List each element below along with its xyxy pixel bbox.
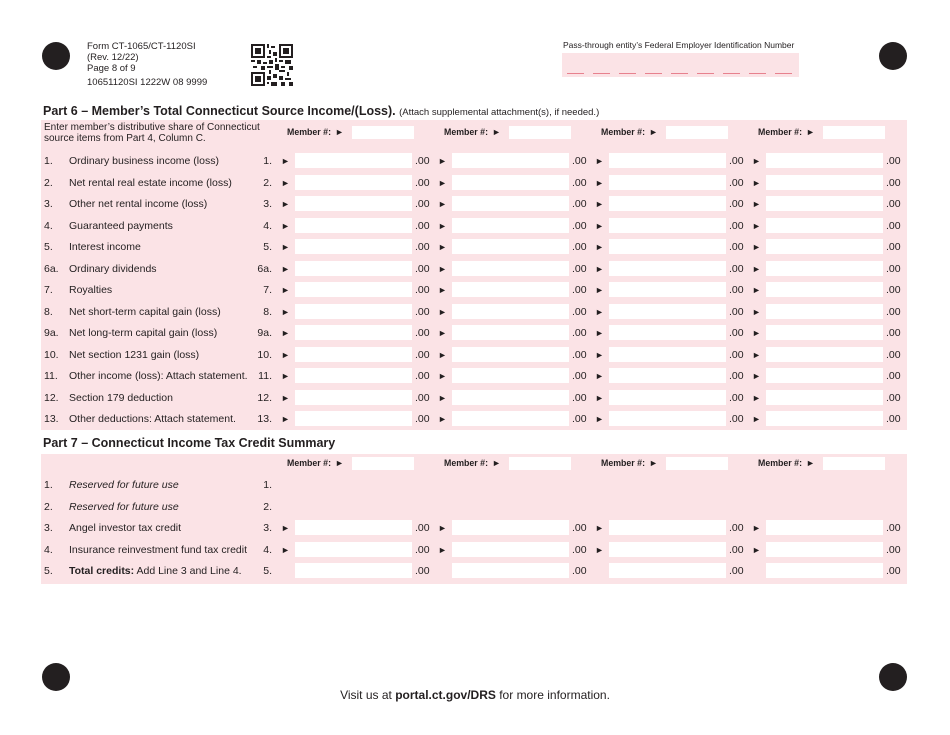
row-line-number: 11. xyxy=(258,370,272,382)
amount-input[interactable] xyxy=(609,325,726,340)
member-number-input[interactable] xyxy=(823,126,885,139)
amount-input[interactable] xyxy=(766,196,883,211)
arrow-icon: ► xyxy=(595,306,604,317)
row-label: Net short-term capital gain (loss) xyxy=(69,305,221,318)
amount-input[interactable] xyxy=(609,347,726,362)
arrow-icon: ► xyxy=(595,156,604,166)
cents-label: .00 xyxy=(729,155,744,167)
amount-input[interactable] xyxy=(452,347,569,362)
arrow-icon: ► xyxy=(438,285,447,295)
cents-label: .00 xyxy=(415,327,430,339)
amount-input[interactable] xyxy=(766,520,883,535)
cents-label: .00 xyxy=(415,284,430,296)
cents-label: .00 xyxy=(729,284,744,296)
amount-input[interactable] xyxy=(452,520,569,535)
arrow-icon: ► xyxy=(281,177,290,188)
arrow-icon: ► xyxy=(281,242,290,252)
row-label xyxy=(69,565,242,577)
amount-input[interactable] xyxy=(766,411,883,426)
amount-input[interactable] xyxy=(766,368,883,383)
cents-label: .00 xyxy=(886,262,901,275)
member-label-text: Member #: xyxy=(601,458,645,468)
amount-input[interactable] xyxy=(766,390,883,405)
footer-link[interactable]: portal.ct.gov/DRS xyxy=(395,688,496,702)
cents-label: .00 xyxy=(886,155,901,167)
arrow-icon: ► xyxy=(595,328,604,338)
amount-input[interactable] xyxy=(766,175,883,190)
part7-title: Part 7 – Connecticut Income Tax Credit Summary xyxy=(43,436,336,450)
cents-label: .00 xyxy=(729,543,744,556)
row-label: Other income (loss): Attach statement. xyxy=(69,370,248,382)
amount-input[interactable] xyxy=(609,542,726,557)
amount-input[interactable] xyxy=(452,563,569,578)
row-number: 9a. xyxy=(44,327,59,339)
amount-input[interactable] xyxy=(452,411,569,426)
arrow-icon: ► xyxy=(595,242,604,252)
amount-input[interactable] xyxy=(452,325,569,340)
arrow-icon: ► xyxy=(595,349,604,360)
arrow-icon: ► xyxy=(281,392,290,403)
arrow-icon: ► xyxy=(438,414,447,424)
cents-label: .00 xyxy=(415,176,430,189)
row-label: Ordinary dividends xyxy=(69,262,157,275)
cents-label: .00 xyxy=(572,241,587,253)
row-label: Other net rental income (loss) xyxy=(69,198,208,210)
arrow-icon: ► xyxy=(438,371,447,381)
form-revision: (Rev. 12/22) xyxy=(87,52,139,63)
arrow-icon: ► xyxy=(752,349,761,360)
member-label-text: Member #: xyxy=(287,127,331,137)
arrow-icon: ► xyxy=(752,156,761,166)
cents-label: .00 xyxy=(415,522,430,534)
cents-label: .00 xyxy=(415,543,430,556)
arrow-icon: ► xyxy=(438,263,447,274)
registration-mark-top-right xyxy=(879,42,907,70)
arrow-icon: ► xyxy=(438,392,447,403)
row-label: Guaranteed payments xyxy=(69,219,173,232)
row-line-number: 5. xyxy=(263,241,272,253)
arrow-icon: ► xyxy=(492,458,501,468)
row-line-number: 3. xyxy=(263,522,272,534)
amount-input[interactable] xyxy=(609,218,726,233)
amount-input[interactable] xyxy=(295,390,412,405)
amount-input[interactable] xyxy=(766,282,883,297)
cents-label: .00 xyxy=(729,522,744,534)
row-number: 5. xyxy=(44,241,53,253)
arrow-icon: ► xyxy=(752,242,761,252)
arrow-icon: ► xyxy=(281,414,290,424)
row-line-number: 10. xyxy=(257,348,272,361)
cents-label: .00 xyxy=(572,522,587,534)
amount-input[interactable] xyxy=(452,304,569,319)
form-name: Form CT-1065/CT-1120SI xyxy=(87,41,196,52)
amount-input[interactable] xyxy=(609,261,726,276)
cents-label: .00 xyxy=(415,391,430,404)
cents-label: .00 xyxy=(729,241,744,253)
row-label: Net long-term capital gain (loss) xyxy=(69,327,218,339)
cents-label: .00 xyxy=(415,219,430,232)
row-label: Reserved for future use xyxy=(69,500,179,513)
row-label-bold: Total credits: xyxy=(69,565,135,577)
row-label-rest: Add Line 3 and Line 4. xyxy=(134,565,242,577)
cents-label: .00 xyxy=(729,305,744,318)
cents-label: .00 xyxy=(572,543,587,556)
member-number-input[interactable] xyxy=(509,126,571,139)
row-label: Angel investor tax credit xyxy=(69,522,182,534)
row-line-number: 4. xyxy=(263,543,272,556)
arrow-icon: ► xyxy=(752,523,761,533)
amount-input[interactable] xyxy=(295,304,412,319)
arrow-icon: ► xyxy=(281,544,290,555)
row-label: Royalties xyxy=(69,284,113,296)
amount-input[interactable] xyxy=(766,347,883,362)
member-label-text: Member #: xyxy=(601,127,645,137)
arrow-icon: ► xyxy=(438,523,447,533)
cents-label: .00 xyxy=(729,391,744,404)
cents-label: .00 xyxy=(729,348,744,361)
cents-label: .00 xyxy=(886,219,901,232)
arrow-icon: ► xyxy=(595,371,604,381)
arrow-icon: ► xyxy=(595,523,604,533)
cents-label: .00 xyxy=(729,565,744,577)
amount-input[interactable] xyxy=(295,542,412,557)
cents-label: .00 xyxy=(572,305,587,318)
amount-input[interactable] xyxy=(609,153,726,168)
amount-input[interactable] xyxy=(766,325,883,340)
row-number: 2. xyxy=(44,176,53,189)
member-number-label xyxy=(601,127,658,137)
arrow-icon: ► xyxy=(752,392,761,403)
arrow-icon: ► xyxy=(438,349,447,360)
amount-input[interactable] xyxy=(609,304,726,319)
row-label: Interest income xyxy=(69,241,141,253)
member-number-input[interactable] xyxy=(509,457,571,470)
arrow-icon: ► xyxy=(752,199,761,209)
row-label: Insurance reinvestment fund tax credit xyxy=(69,543,248,556)
amount-input[interactable] xyxy=(766,304,883,319)
amount-input[interactable] xyxy=(295,218,412,233)
cents-label: .00 xyxy=(886,327,901,339)
arrow-icon: ► xyxy=(438,544,447,555)
amount-input[interactable] xyxy=(452,282,569,297)
amount-input[interactable] xyxy=(295,196,412,211)
cents-label: .00 xyxy=(886,391,901,404)
row-line-number: 4. xyxy=(263,219,272,232)
row-line-number: 12. xyxy=(257,391,272,404)
amount-input[interactable] xyxy=(766,563,883,578)
amount-input[interactable] xyxy=(766,261,883,276)
cents-label: .00 xyxy=(415,370,430,382)
member-number-label xyxy=(287,458,344,468)
row-label: Reserved for future use xyxy=(69,479,179,491)
cents-label: .00 xyxy=(415,155,430,167)
cents-label: .00 xyxy=(886,370,901,382)
amount-input[interactable] xyxy=(609,175,726,190)
arrow-icon: ► xyxy=(752,220,761,231)
amount-input[interactable] xyxy=(295,563,412,578)
amount-input[interactable] xyxy=(295,175,412,190)
cents-label: .00 xyxy=(572,327,587,339)
arrow-icon: ► xyxy=(281,306,290,317)
arrow-icon: ► xyxy=(281,371,290,381)
row-number: 10. xyxy=(44,348,59,361)
registration-mark-top-left xyxy=(42,42,70,70)
amount-input[interactable] xyxy=(609,411,726,426)
arrow-icon: ► xyxy=(438,220,447,231)
cents-label: .00 xyxy=(886,305,901,318)
arrow-icon: ► xyxy=(438,177,447,188)
amount-input[interactable] xyxy=(766,153,883,168)
arrow-icon: ► xyxy=(752,328,761,338)
cents-label: .00 xyxy=(886,413,901,425)
arrow-icon: ► xyxy=(438,156,447,166)
member-label-text: Member #: xyxy=(444,127,488,137)
cents-label: .00 xyxy=(415,198,430,210)
cents-label: .00 xyxy=(729,198,744,210)
row-line-number: 13. xyxy=(257,413,272,425)
amount-input[interactable] xyxy=(452,153,569,168)
cents-label: .00 xyxy=(415,413,430,425)
row-line-number: 2. xyxy=(263,500,272,513)
cents-label: .00 xyxy=(729,370,744,382)
amount-input[interactable] xyxy=(452,175,569,190)
arrow-icon: ► xyxy=(595,177,604,188)
row-number: 7. xyxy=(44,284,53,296)
row-label: Ordinary business income (loss) xyxy=(69,155,219,167)
row-number: 11. xyxy=(44,370,58,382)
row-number: 8. xyxy=(44,305,53,318)
amount-input[interactable] xyxy=(609,239,726,254)
amount-input[interactable] xyxy=(609,563,726,578)
amount-input[interactable] xyxy=(609,282,726,297)
cents-label: .00 xyxy=(415,305,430,318)
cents-label: .00 xyxy=(415,565,430,577)
row-number: 3. xyxy=(44,522,53,534)
cents-label: .00 xyxy=(886,241,901,253)
cents-label: .00 xyxy=(572,219,587,232)
cents-label: .00 xyxy=(729,176,744,189)
amount-input[interactable] xyxy=(452,261,569,276)
form-code: 10651120SI 1222W 08 9999 xyxy=(87,77,208,88)
row-line-number: 5. xyxy=(263,565,272,577)
row-number: 5. xyxy=(44,565,53,577)
cents-label: .00 xyxy=(572,370,587,382)
arrow-icon: ► xyxy=(595,220,604,231)
cents-label: .00 xyxy=(729,413,744,425)
member-label-text: Member #: xyxy=(287,458,331,468)
arrow-icon: ► xyxy=(281,263,290,274)
row-line-number: 1. xyxy=(263,155,272,167)
arrow-icon: ► xyxy=(595,392,604,403)
amount-input[interactable] xyxy=(766,542,883,557)
row-number: 3. xyxy=(44,198,53,210)
cents-label: .00 xyxy=(572,155,587,167)
arrow-icon: ► xyxy=(438,199,447,209)
arrow-icon: ► xyxy=(281,220,290,231)
cents-label: .00 xyxy=(572,284,587,296)
part6-title: Part 6 – Member’s Total Connecticut Source Income/(Loss). (Attach supplemental attachment(s), if needed.) xyxy=(43,104,600,118)
row-line-number: 1. xyxy=(263,479,272,491)
member-number-label xyxy=(287,127,344,137)
arrow-icon: ► xyxy=(281,199,290,209)
part6-note: (Attach supplemental attachment(s), if needed.) xyxy=(399,107,600,118)
arrow-icon: ► xyxy=(281,285,290,295)
row-number: 2. xyxy=(44,500,53,513)
cents-label: .00 xyxy=(572,262,587,275)
fein-label: Pass-through entity’s Federal Employer Identification Number xyxy=(563,40,795,50)
arrow-icon: ► xyxy=(438,306,447,317)
cents-label: .00 xyxy=(572,348,587,361)
registration-mark-bottom-left xyxy=(42,663,70,691)
row-line-number: 8. xyxy=(263,305,272,318)
arrow-icon: ► xyxy=(281,156,290,166)
cents-label: .00 xyxy=(572,176,587,189)
arrow-icon: ► xyxy=(806,127,815,137)
member-number-input[interactable] xyxy=(352,126,414,139)
amount-input[interactable] xyxy=(295,325,412,340)
arrow-icon: ► xyxy=(595,414,604,424)
member-number-input[interactable] xyxy=(666,457,728,470)
member-label-text: Member #: xyxy=(758,458,802,468)
member-label-text: Member #: xyxy=(758,127,802,137)
arrow-icon: ► xyxy=(281,328,290,338)
amount-input[interactable] xyxy=(295,347,412,362)
amount-input[interactable] xyxy=(766,239,883,254)
cents-label: .00 xyxy=(415,262,430,275)
amount-input[interactable] xyxy=(295,261,412,276)
row-number: 12. xyxy=(44,391,59,404)
cents-label: .00 xyxy=(729,262,744,275)
amount-input[interactable] xyxy=(452,196,569,211)
arrow-icon: ► xyxy=(438,328,447,338)
amount-input[interactable] xyxy=(609,368,726,383)
arrow-icon: ► xyxy=(752,263,761,274)
arrow-icon: ► xyxy=(438,242,447,252)
cents-label: .00 xyxy=(572,413,587,425)
cents-label: .00 xyxy=(572,391,587,404)
arrow-icon: ► xyxy=(335,458,344,468)
row-line-number: 9a. xyxy=(257,327,272,339)
registration-mark-bottom-right xyxy=(879,663,907,691)
member-number-label xyxy=(601,458,658,468)
arrow-icon: ► xyxy=(595,263,604,274)
row-label: Other deductions: Attach statement. xyxy=(69,413,236,425)
row-number: 1. xyxy=(44,155,53,167)
arrow-icon: ► xyxy=(595,544,604,555)
cents-label: .00 xyxy=(572,198,587,210)
arrow-icon: ► xyxy=(752,371,761,381)
amount-input[interactable] xyxy=(295,153,412,168)
row-number: 4. xyxy=(44,219,53,232)
member-number-input[interactable] xyxy=(352,457,414,470)
row-label: Net section 1231 gain (loss) xyxy=(69,348,200,361)
footer: Visit us at portal.ct.gov/DRS for more information. xyxy=(340,688,610,702)
row-line-number: 3. xyxy=(263,198,272,210)
arrow-icon: ► xyxy=(649,127,658,137)
arrow-icon: ► xyxy=(595,199,604,209)
member-number-label xyxy=(444,458,501,468)
amount-input[interactable] xyxy=(295,368,412,383)
row-label: Net rental real estate income (loss) xyxy=(69,176,232,189)
qr-code-icon xyxy=(251,44,293,86)
cents-label: .00 xyxy=(886,198,901,210)
row-number: 6a. xyxy=(44,262,59,275)
arrow-icon: ► xyxy=(752,177,761,188)
member-number-input[interactable] xyxy=(666,126,728,139)
amount-input[interactable] xyxy=(452,368,569,383)
row-line-number: 6a. xyxy=(257,262,272,275)
cents-label: .00 xyxy=(729,327,744,339)
amount-input[interactable] xyxy=(295,239,412,254)
member-number-label xyxy=(444,127,501,137)
row-line-number: 2. xyxy=(263,176,272,189)
cents-label: .00 xyxy=(886,348,901,361)
amount-input[interactable] xyxy=(609,196,726,211)
cents-label: .00 xyxy=(572,565,587,577)
arrow-icon: ► xyxy=(281,523,290,533)
amount-input[interactable] xyxy=(609,390,726,405)
cents-label: .00 xyxy=(886,176,901,189)
member-number-label xyxy=(758,458,815,468)
arrow-icon: ► xyxy=(806,458,815,468)
page-number: Page 8 of 9 xyxy=(87,63,136,74)
amount-input[interactable] xyxy=(452,239,569,254)
member-label-text: Member #: xyxy=(444,458,488,468)
cents-label: .00 xyxy=(415,241,430,253)
fein-input[interactable] xyxy=(562,53,799,77)
row-line-number: 7. xyxy=(263,284,272,296)
amount-input[interactable] xyxy=(609,520,726,535)
amount-input[interactable] xyxy=(452,390,569,405)
cents-label: .00 xyxy=(729,219,744,232)
cents-label: .00 xyxy=(886,543,901,556)
arrow-icon: ► xyxy=(281,349,290,360)
cents-label: .00 xyxy=(886,284,901,296)
amount-input[interactable] xyxy=(295,520,412,535)
amount-input[interactable] xyxy=(295,282,412,297)
arrow-icon: ► xyxy=(595,285,604,295)
amount-input[interactable] xyxy=(452,218,569,233)
row-label: Section 179 deduction xyxy=(69,391,173,404)
row-number: 13. xyxy=(44,413,59,425)
arrow-icon: ► xyxy=(752,414,761,424)
cents-label: .00 xyxy=(886,565,901,577)
arrow-icon: ► xyxy=(752,306,761,317)
arrow-icon: ► xyxy=(649,458,658,468)
arrow-icon: ► xyxy=(752,285,761,295)
member-number-input[interactable] xyxy=(823,457,885,470)
cents-label: .00 xyxy=(415,348,430,361)
amount-input[interactable] xyxy=(452,542,569,557)
row-number: 1. xyxy=(44,479,53,491)
arrow-icon: ► xyxy=(752,544,761,555)
row-number: 4. xyxy=(44,543,53,556)
amount-input[interactable] xyxy=(766,218,883,233)
amount-input[interactable] xyxy=(295,411,412,426)
member-number-label xyxy=(758,127,815,137)
cents-label: .00 xyxy=(886,522,901,534)
arrow-icon: ► xyxy=(492,127,501,137)
part6-intro: Enter member’s distributive share of Connecticut source items from Part 4, Column C. xyxy=(44,122,260,144)
arrow-icon: ► xyxy=(335,127,344,137)
